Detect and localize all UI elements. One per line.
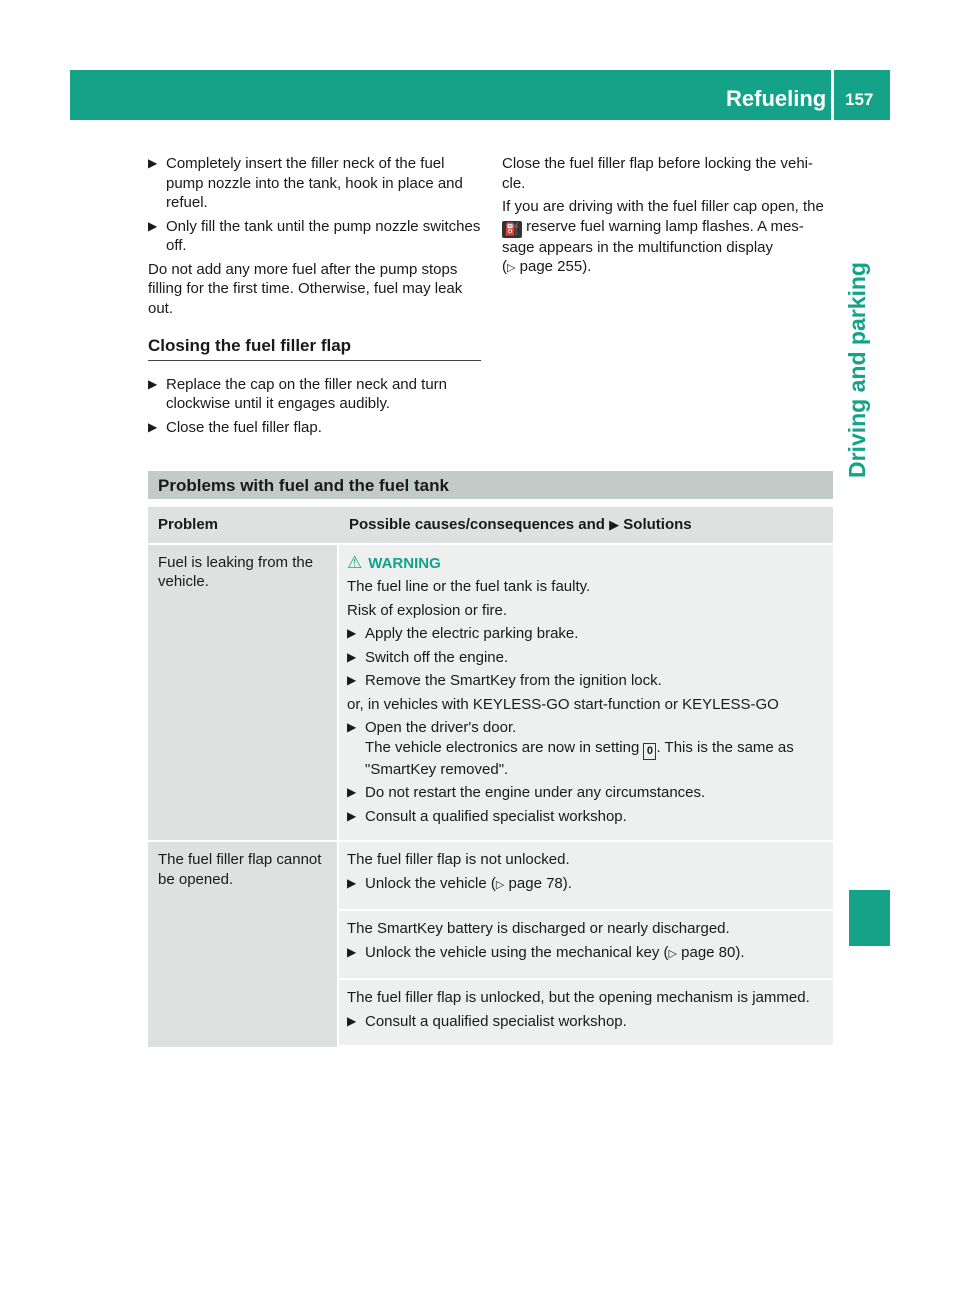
table-row: [148, 842, 833, 911]
table-header-row: [148, 507, 833, 545]
section-title: Problems with fuel and the fuel tank: [158, 476, 449, 495]
page-number: 157: [845, 90, 874, 109]
arrow-right-icon: ▶: [347, 808, 357, 823]
arrow-right-icon: ▶: [609, 517, 620, 532]
solution-cell: The fuel filler flap is unlocked, but the opening mechanism is jammed. ▶ Consult a qualified specialist workshop.: [339, 980, 833, 1047]
arrow-right-icon: ▶: [347, 944, 357, 959]
col-problem: Problem: [148, 507, 339, 545]
solution-cell: The SmartKey battery is discharged or nearly discharged. ▶ Unlock the vehicle using the mechanical key (▷ page 80).: [339, 911, 833, 980]
arrow-right-icon: ▶: [347, 720, 357, 734]
col-solution: Possible causes/consequences and ▶ Solutions: [339, 507, 833, 545]
step-item: ▶ Open the driver's door. The vehicle electronics are now in setting 0 . This is the same as "SmartKey removed".: [347, 719, 794, 778]
step-item: ▶ Remove the SmartKey from the ignition lock.: [347, 672, 662, 689]
arrow-right-icon: ▶: [347, 626, 357, 640]
step-item: ▶ Only fill the tank until the pump nozzle switches off.: [148, 217, 481, 254]
step-item: ▶ Do not restart the engine under any circumstances.: [347, 784, 706, 801]
arrow-right-icon: ▶: [148, 218, 158, 233]
problem-cell: Fuel is leaking from the vehicle.: [148, 545, 339, 843]
arrow-right-icon: ▶: [347, 875, 357, 890]
arrow-right-icon: ▶: [347, 1013, 357, 1028]
solution-cell: The fuel filler flap is not unlocked. ▶ Unlock the vehicle (▷ page 78).: [339, 842, 833, 911]
side-tab-label: Driving and parking: [844, 262, 870, 478]
step-item: ▶ Apply the electric parking brake.: [347, 625, 579, 642]
warning-heading: ⚠ WARNING: [347, 552, 441, 572]
table-row: [148, 545, 833, 843]
page-ref-triangle-icon: ▷: [668, 947, 677, 960]
page-link[interactable]: page 80).: [681, 943, 745, 961]
step-item: ▶ Unlock the vehicle using the mechanical key (▷ page 80).: [347, 943, 745, 961]
right-column: [502, 154, 834, 279]
step-item: ▶ Close the fuel filler flap.: [148, 418, 322, 436]
warning-triangle-icon: ⚠: [347, 552, 363, 572]
arrow-right-icon: ▶: [347, 649, 357, 664]
page-ref-triangle-icon: ▷: [495, 878, 505, 891]
section-heading: Closing the fuel filler flap: [148, 336, 352, 355]
page-link[interactable]: page 78).: [508, 874, 572, 892]
arrow-right-icon: ▶: [347, 785, 357, 799]
arrow-right-icon: ▶: [148, 376, 158, 391]
trouble-table: [148, 507, 833, 1047]
arrow-right-icon: ▶: [347, 673, 357, 687]
side-tab-block: [849, 890, 890, 946]
arrow-right-icon: ▶: [148, 419, 158, 434]
page-link[interactable]: page 255).: [519, 258, 592, 275]
step-item: ▶ Completely insert the filler neck of the fuel pump nozzle into the tank, hook in place and refuel.: [148, 155, 463, 211]
header-divider: [831, 70, 834, 120]
problem-cell: The fuel filler flap cannot be opened.: [148, 842, 339, 1047]
left-column: [148, 154, 481, 441]
paragraph: Do not add any more fuel after the pump stops filling for the first time. Otherwise, fuel may leak out.: [148, 260, 463, 317]
step-item: ▶ Replace the cap on the filler neck and turn clockwise until it engages audibly.: [148, 375, 448, 412]
header-title: Refueling: [726, 86, 827, 111]
paragraph: Close the fuel filler flap before locking the vehi-cle.: [502, 155, 814, 192]
key-position-0-icon: 0: [643, 743, 656, 760]
step-item: ▶ Consult a qualified specialist workshop.: [347, 1012, 627, 1030]
solution-cell: ⚠ WARNING The fuel line or the fuel tank is faulty. Risk of explosion or fire. ▶ Apply the electric parking brake. ▶ Switch off the engine. ▶ Remove the SmartKey from the ignition lock. or, in vehicles with KEYLESS-GO start-function or KEYLESS-GO ▶ Open the driver's door. The vehicle electronics are now in setting 0 . This is the same as "SmartKey removed". ▶ Do not restart the engine under any circumstances. ▶ Consult a qualified specialist workshop.: [339, 545, 833, 843]
page-ref-triangle-icon: ▷: [507, 262, 516, 274]
heading-rule: [148, 360, 481, 361]
fuel-pump-icon: ⛽: [502, 221, 522, 238]
step-item: ▶ Switch off the engine.: [347, 648, 509, 666]
paragraph: If you are driving with the fuel filler cap open, the ⛽ reserve fuel warning lamp flashes. A mes-sage appears in the multifunction display (▷ page 255).: [502, 198, 824, 275]
step-item: ▶ Consult a qualified specialist workshop.: [347, 807, 627, 825]
step-item: ▶ Unlock the vehicle (▷ page 78).: [347, 874, 572, 892]
arrow-right-icon: ▶: [148, 156, 158, 170]
